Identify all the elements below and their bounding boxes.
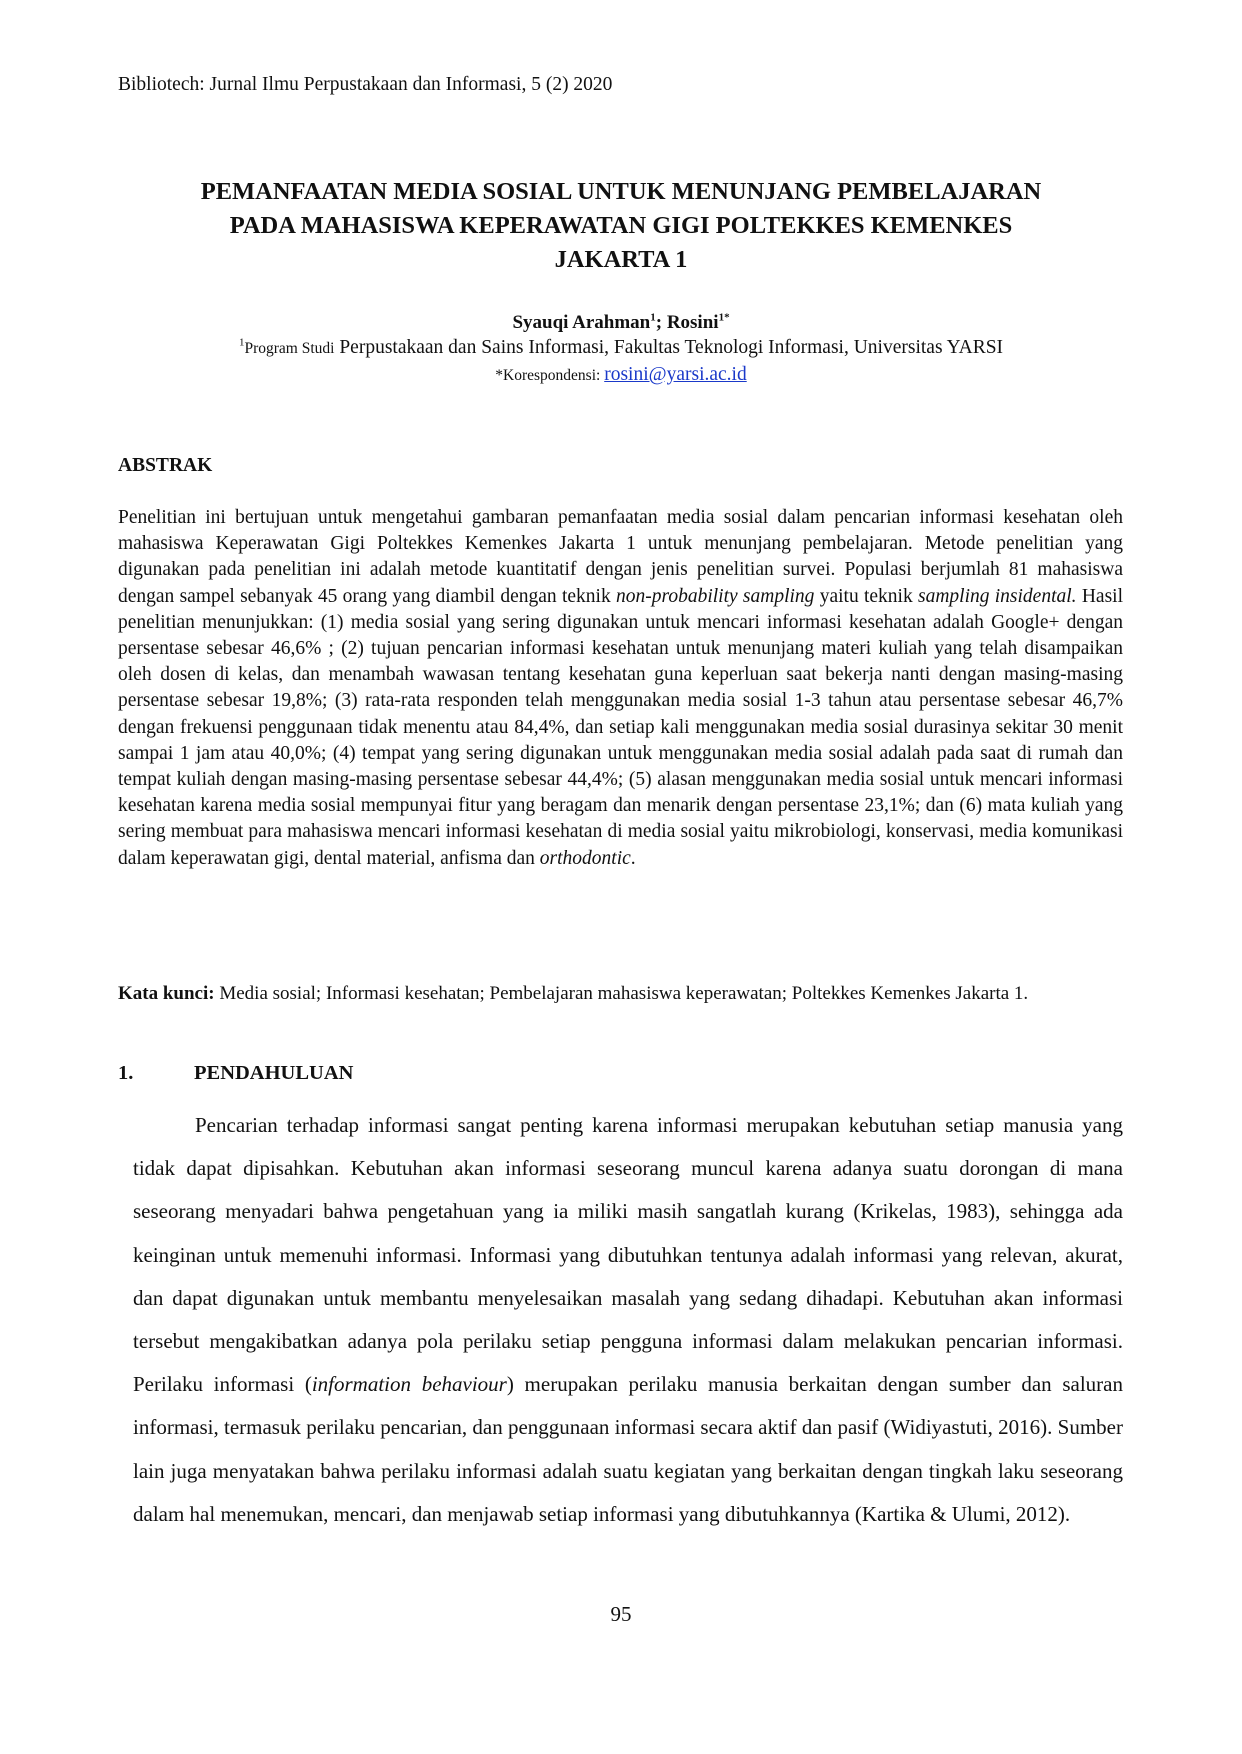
keywords-label: Kata kunci: — [118, 983, 215, 1004]
title-line-2: PADA MAHASISWA KEPERAWATAN GIGI POLTEKKES KEMENKES — [229, 212, 1013, 239]
abstract-heading: ABSTRAK — [118, 455, 213, 476]
author-2-affil-mark: 1* — [718, 311, 730, 324]
intro-italic-1: information behaviour — [311, 1372, 507, 1397]
abstract-text-1: Penelitian ini bertujuan untuk mengetahui gambaran pemanfaatan media sosial dalam pencarian informasi kesehatan oleh mahasiswa Keperawatan Gigi Poltekkes Kemenkes Jakarta 1 untuk menunjang pembelajaran. Metode penelitian yang digunakan pada penelitian ini adalah metode kuantitatif dengan jenis penelitian survei. Populasi berjumlah 81 mahasiswa dengan sampel sebanyak 45 orang yang diambil dengan teknik — [118, 507, 1123, 607]
intro-text-2: ) merupakan perilaku manusia berkaitan dengan sumber dan saluran informasi, termasuk perilaku pencarian, dan penggunaan informasi secara aktif dan pasif (Widiyastuti, 2016). Sumber lain juga menyatakan bahwa perilaku informasi adalah suatu kegiatan yang berkaitan dengan tingkah laku seseorang dalam hal menemukan, mencari, dan menjawab setiap informasi yang dibutuhkannya (Kartika & Ulumi, 2012). — [133, 1372, 1123, 1526]
affiliation-prefix: Program Studi — [244, 340, 335, 357]
affiliation — [110, 337, 1132, 359]
section-heading — [118, 1062, 353, 1085]
running-head: Bibliotech: Jurnal Ilmu Perpustakaan dan Informasi, 5 (2) 2020 — [118, 74, 613, 95]
correspondence — [110, 364, 1132, 386]
author-1: Syauqi Arahman — [512, 312, 651, 333]
author-2: Rosini — [666, 312, 719, 333]
affiliation-mark: 1 — [238, 336, 245, 349]
introduction-paragraph — [133, 1104, 1123, 1536]
correspondence-email-link[interactable]: rosini@yarsi.ac.id — [604, 364, 747, 385]
abstract-italic-3: orthodontic — [539, 847, 631, 869]
paper-title — [110, 175, 1132, 277]
abstract-text-2: yaitu teknik — [814, 585, 918, 607]
title-line-1: PEMANFAATAN MEDIA SOSIAL UNTUK MENUNJANG PEMBELAJARAN — [200, 178, 1042, 205]
page-number: 95 — [610, 1602, 632, 1626]
author-separator: ; — [655, 312, 667, 333]
title-line-3: JAKARTA 1 — [554, 246, 688, 273]
section-title: PENDAHULUAN — [194, 1062, 354, 1084]
intro-text-1: Pencarian terhadap informasi sangat penting karena informasi merupakan kebutuhan setiap manusia yang tidak dapat dipisahkan. Kebutuhan akan informasi seseorang muncul karena adanya suatu dorongan di mana seseorang menyadari bahwa pengetahuan yang ia miliki masih sangatlah kurang (Krikelas, 1983), sehingga ada keinginan untuk memenuhi informasi. Informasi yang dibutuhkan tentunya adalah informasi yang relevan, akurat, dan dapat digunakan untuk membantu menyelesaikan masalah yang sedang dihadapi. Kebutuhan akan informasi tersebut mengakibatkan adanya pola perilaku setiap pengguna informasi dalam melakukan pencarian informasi. Perilaku informasi ( — [133, 1113, 1123, 1397]
abstract-italic-2: sampling insidental. — [917, 585, 1077, 607]
author-1-affil-mark: 1 — [650, 311, 656, 324]
abstract-text-3: Hasil penelitian menunjukkan: (1) media sosial yang sering digunakan untuk mencari informasi kesehatan adalah Google+ dengan persentase sebesar 46,6% ; (2) tujuan pencarian informasi kesehatan untuk menunjang materi kuliah yang telah disampaikan oleh dosen di kelas, dan menambah wawasan tentang kesehatan guna keperluan saat bekerja nanti dengan masing-masing persentase sebesar 19,8%; (3) rata-rata responden telah menggunakan media sosial 1-3 tahun atau persentase sebesar 46,7% dengan frekuensi penggunaan tidak menentu atau 84,4%, dan setiap kali menggunakan media sosial durasinya sekitar 30 menit sampai 1 jam atau 40,0%; (4) tempat yang sering digunakan untuk menggunakan media sosial adalah pada saat di rumah dan tempat kuliah dengan masing-masing persentase sebesar 44,4%; (5) alasan menggunakan media sosial untuk mencari informasi kesehatan karena media sosial mempunyai fitur yang beragam dan menarik dengan persentase 23,1%; dan (6) mata kuliah yang sering membuat para mahasiswa mencari informasi kesehatan di media sosial yaitu mikrobiologi, konservasi, media komunikasi dalam keperawatan gigi, dental material, anfisma dan — [118, 585, 1123, 869]
affiliation-text: Perpustakaan dan Sains Informasi, Fakultas Teknologi Informasi, Universitas YARSI — [334, 337, 1004, 358]
author-list — [110, 312, 1132, 334]
abstract-italic-1: non-probability sampling — [615, 585, 815, 607]
keywords — [118, 980, 1123, 1007]
keywords-text: Media sosial; Informasi kesehatan; Pembelajaran mahasiswa keperawatan; Poltekkes Kemenkes Jakarta 1. — [214, 983, 1029, 1004]
correspondence-label: *Korespondensi: — [495, 367, 605, 384]
abstract-body — [118, 505, 1123, 872]
section-number: 1. — [118, 1062, 134, 1084]
abstract-text-4: . — [630, 847, 636, 869]
